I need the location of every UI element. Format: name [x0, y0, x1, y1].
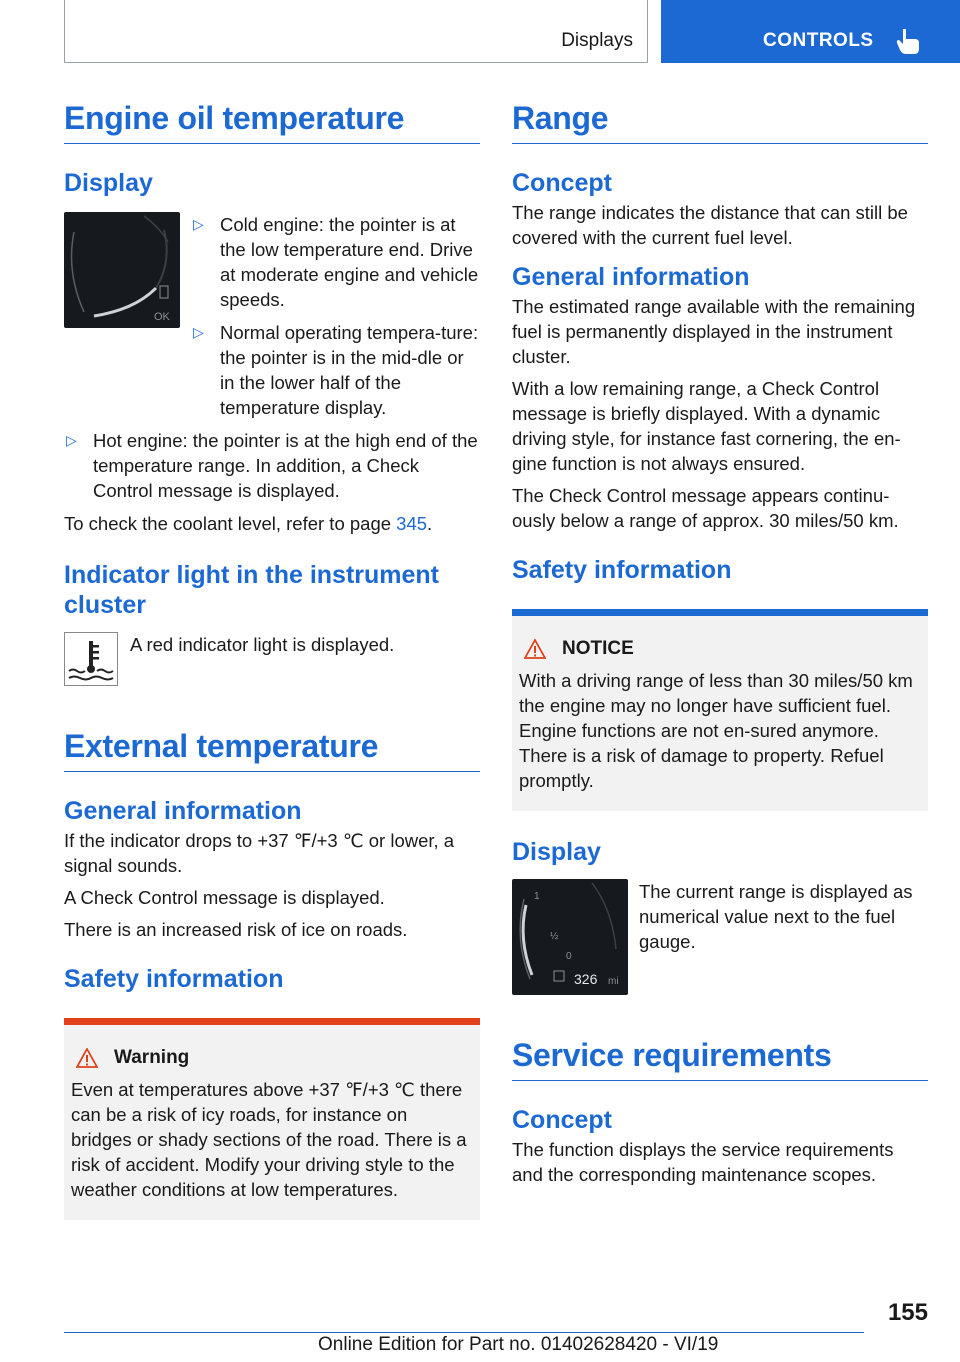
- external-cc-text: A Check Control message is displayed.: [64, 887, 385, 908]
- service-concept-text: The function displays the service requirements and the corresponding maintenance scopes.: [512, 1139, 894, 1185]
- indicator-text: A red indicator light is displayed.: [130, 634, 395, 655]
- range-display-text: The current range is displayed as numerical value next to the fuel gauge.: [639, 881, 913, 952]
- engine-oil-bullets-top: [191, 212, 480, 428]
- range-gauge-image: [512, 879, 628, 995]
- triangle-bullet-icon: ▷: [66, 432, 77, 448]
- notice-text: With a driving range of less than 30 miles/50 km the engine may no longer have sufficient fuel. Engine functions are not en-sured anymore. There is a risk of damage to property. Refuel promptly.: [519, 670, 913, 791]
- external-safety-heading: Safety information: [64, 965, 284, 993]
- notice-box: [512, 609, 928, 811]
- header-chapter-tab: [661, 0, 960, 63]
- range-concept-text: The range indicates the distance that can still be covered with the current fuel level.: [512, 202, 908, 248]
- range-concept-heading: Concept: [512, 169, 612, 197]
- external-temperature-title: External temperature: [64, 728, 480, 772]
- engine-oil-gauge-image: [64, 212, 180, 328]
- warning-box: [64, 1018, 480, 1220]
- engine-oil-bullets-bottom: [64, 428, 480, 503]
- page-link-345[interactable]: 345: [396, 513, 428, 534]
- range-safety-heading: Safety information: [512, 556, 732, 584]
- pointing-hand-icon: [895, 27, 921, 55]
- range-general-text-1: The estimated range available with the remaining fuel is permanently displayed in the instrument cluster.: [512, 296, 916, 367]
- svg-text:0: 0: [566, 951, 572, 962]
- service-requirements-title: Service requirements: [512, 1037, 928, 1081]
- range-title: Range: [512, 100, 928, 144]
- fuel-gauge-icon: [512, 879, 628, 995]
- list-item: ▷ Normal operating tempera-ture: the pointer is in the mid-dle or in the lower half of the temperature display.: [193, 322, 479, 418]
- svg-text:OK: OK: [154, 311, 170, 323]
- svg-text:½: ½: [550, 931, 559, 942]
- range-general-text-2: With a low remaining range, a Check Control message is briefly displayed. With a dynamic driving style, for instance fast cornering, the en-gine function is not always ensured.: [512, 378, 901, 474]
- warning-title-row: [71, 1047, 473, 1069]
- footer-divider: [64, 1332, 864, 1333]
- header-chapter-label: CONTROLS: [763, 30, 874, 51]
- right-column: [512, 100, 928, 1187]
- footer-edition: Online Edition for Part no. 01402628420 - VI/19: [318, 1334, 719, 1355]
- svg-text:1: 1: [534, 891, 540, 902]
- list-item: ▷ Hot engine: the pointer is at the high end of the temperature range. In addition, a Check Control message is displayed.: [66, 430, 478, 501]
- left-column: [64, 100, 480, 1220]
- notice-title-row: [519, 638, 921, 660]
- range-general-text-3: The Check Control message appears continu-ously below a range of approx. 30 miles/50 km.: [512, 485, 899, 531]
- warning-triangle-icon: [524, 639, 546, 659]
- indicator-heading: Indicator light in the instrument cluster: [64, 561, 439, 619]
- svg-text:326: 326: [574, 971, 598, 987]
- triangle-bullet-icon: ▷: [193, 216, 204, 232]
- range-general-heading: General information: [512, 263, 750, 291]
- warning-text: Even at temperatures above +37 ℉/+3 ℃ there can be a risk of icy roads, for instance on bridges or shady sections of the road. There is a risk of accident. Modify your driving style to the weather conditions at low temperatures.: [71, 1079, 467, 1200]
- warning-title: Warning: [114, 1047, 190, 1068]
- external-general-heading: General information: [64, 797, 302, 825]
- engine-oil-display-heading: Display: [64, 169, 153, 197]
- header-section-label: Displays: [561, 30, 633, 51]
- range-display-heading: Display: [512, 838, 601, 866]
- service-concept-heading: Concept: [512, 1106, 612, 1134]
- engine-oil-title: Engine oil temperature: [64, 100, 480, 144]
- header-section-tab: [64, 0, 648, 63]
- coolant-reference: To check the coolant level, refer to page 345.: [64, 513, 433, 534]
- page-number: 155: [887, 1299, 928, 1326]
- external-general-text: If the indicator drops to +37 ℉/+3 ℃ or lower, a signal sounds.: [64, 830, 455, 876]
- warning-triangle-icon: [76, 1048, 98, 1068]
- svg-text:mi: mi: [608, 976, 619, 987]
- list-item: ▷ Cold engine: the pointer is at the low temperature end. Drive at moderate engine and vehicle speeds.: [193, 214, 479, 310]
- external-ice-text: There is an increased risk of ice on roads.: [64, 919, 408, 940]
- coolant-temperature-indicator-icon: [64, 632, 118, 686]
- notice-title: NOTICE: [562, 638, 634, 659]
- triangle-bullet-icon: ▷: [193, 324, 204, 340]
- temperature-gauge-icon: [64, 212, 180, 328]
